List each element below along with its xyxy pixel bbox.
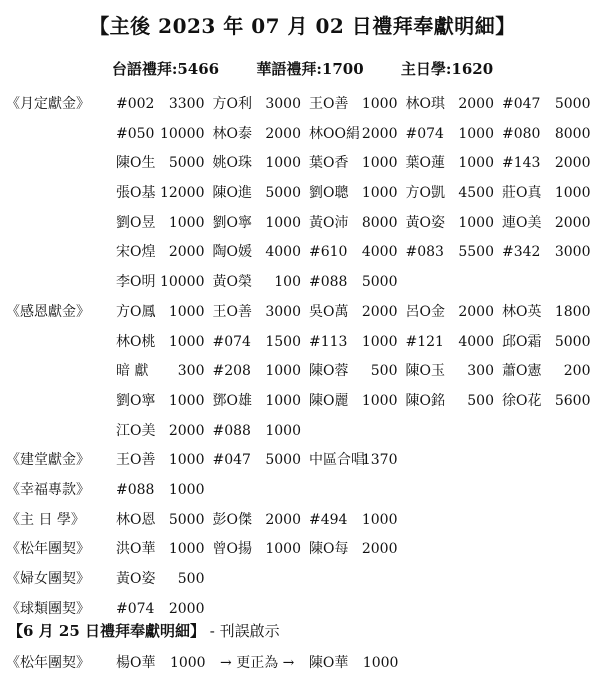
donor-name: #208 <box>212 363 251 380</box>
donor-name: 劉O寧 <box>212 214 252 231</box>
attendance-summary <box>0 58 605 79</box>
offering-category: 《婦女團契》 <box>6 571 90 587</box>
donation-amount: 3300 <box>168 96 205 112</box>
donor-name: 黃O姿 <box>116 571 156 587</box>
donor-name: 中區合唱 <box>309 452 365 469</box>
donation-amount: 10000 <box>159 125 205 142</box>
donation-amount: 2000 <box>458 303 494 320</box>
donor-name: 劉O聰 <box>309 185 349 202</box>
donor-name: 莊O真 <box>502 185 542 202</box>
donation-amount: 1000 <box>265 363 301 380</box>
donation-amount: 5000 <box>554 96 591 112</box>
donation-amount: 1000 <box>361 185 398 202</box>
donation-amount: 4000 <box>265 244 301 261</box>
offering-entry <box>213 417 310 447</box>
offering-entry <box>309 209 406 239</box>
donation-amount: 1000 <box>361 96 398 112</box>
donation-amount: 1000 <box>458 214 494 231</box>
correction-arrow-text: → 更正為 → <box>220 655 295 671</box>
donor-name: 徐O花 <box>502 392 542 409</box>
donation-amount: 2000 <box>168 422 205 439</box>
offering-line <box>6 387 602 417</box>
donor-name: #494 <box>309 511 348 528</box>
donation-amount: 5000 <box>265 185 301 202</box>
offering-line <box>6 417 602 447</box>
offering-entry <box>116 268 213 298</box>
page-title: 【主後 2023 年 07 月 02 日禮拜奉獻明細】 <box>89 14 516 38</box>
offering-line <box>6 149 602 179</box>
offering-entry <box>406 120 503 150</box>
donation-amount: 2000 <box>554 214 591 231</box>
offering-category: 《幸福專款》 <box>6 481 90 498</box>
donation-amount: 1000 <box>168 303 205 320</box>
donation-amount: 5000 <box>361 274 398 291</box>
donor-name: 陳O生 <box>116 155 156 172</box>
offering-entry <box>213 120 310 150</box>
offering-entry <box>406 149 503 179</box>
donation-amount: 3000 <box>554 244 591 261</box>
donor-name: #002 <box>116 96 155 112</box>
donor-name: 陳O每 <box>309 541 349 558</box>
donation-amount: 2000 <box>361 125 398 142</box>
offering-line <box>6 328 602 358</box>
offering-entry <box>309 179 406 209</box>
donation-amount: 8000 <box>554 125 591 142</box>
offering-line <box>6 298 602 328</box>
offering-entry <box>213 149 310 179</box>
summary-taiyu: 台語禮拜:5466 <box>111 60 220 78</box>
offering-entry <box>309 90 406 120</box>
donation-amount: 4000 <box>458 333 494 350</box>
donor-name: #143 <box>502 155 541 172</box>
donation-amount: 5000 <box>554 333 591 350</box>
donation-amount: 1000 <box>265 541 301 558</box>
offering-entry <box>502 238 599 268</box>
offering-entry <box>406 357 503 387</box>
offering-entry <box>406 90 503 120</box>
offering-entry <box>213 298 310 328</box>
donor-name: #610 <box>309 244 348 261</box>
donor-name: 李O明 <box>116 274 156 291</box>
donation-amount: 1000 <box>168 214 205 231</box>
offering-line <box>6 446 602 476</box>
offering-entry <box>406 328 503 358</box>
donor-name: 鄧O雄 <box>212 392 252 409</box>
donor-name: 林O琪 <box>405 96 445 112</box>
offering-entry <box>502 328 599 358</box>
offering-entry <box>116 209 213 239</box>
donation-amount: 3000 <box>265 303 301 320</box>
offering-entry <box>502 179 599 209</box>
donor-name: 林O泰 <box>212 125 252 142</box>
donation-amount: 2000 <box>168 244 205 261</box>
donation-amount: 1000 <box>168 481 205 498</box>
offering-entry <box>309 149 406 179</box>
offering-entry <box>309 535 406 565</box>
donation-amount: 2000 <box>361 303 398 320</box>
offering-entry <box>213 535 310 565</box>
donor-name: 陳O進 <box>212 185 252 202</box>
donor-name: #074 <box>212 333 251 350</box>
donation-amount: 1000 <box>168 452 205 469</box>
donor-name: 林O恩 <box>116 511 156 528</box>
offering-category: 《主 日 學》 <box>6 511 85 528</box>
donor-name: #080 <box>502 125 541 142</box>
correction-heading <box>8 620 280 641</box>
correction-old-name: 楊O華 <box>116 655 156 671</box>
offering-entry <box>116 238 213 268</box>
donor-name: 林O桃 <box>116 333 156 350</box>
donation-amount: 300 <box>177 363 205 380</box>
offering-entry <box>213 209 310 239</box>
donor-name: 暗 獻 <box>116 363 149 380</box>
correction-entry <box>6 648 602 678</box>
donor-name: 邱O霜 <box>502 333 542 350</box>
donor-name: #113 <box>309 333 348 350</box>
donor-name: 葉O香 <box>309 155 349 172</box>
offering-category: 《感恩獻金》 <box>6 303 90 320</box>
donation-amount: 4000 <box>361 244 398 261</box>
offering-entry <box>309 387 406 417</box>
donor-name: 宋O煌 <box>116 244 156 261</box>
donation-amount: 1000 <box>361 392 398 409</box>
donor-name: 陳O麗 <box>309 392 349 409</box>
offering-entry <box>116 120 213 150</box>
donation-amount: 1000 <box>265 422 301 439</box>
donor-name: 方O鳳 <box>116 303 156 320</box>
offering-entry <box>406 387 503 417</box>
donor-name: #342 <box>502 244 541 261</box>
donation-amount: 8000 <box>361 214 398 231</box>
donation-amount: 1370 <box>361 452 398 469</box>
correction-category: 《松年團契》 <box>6 655 90 671</box>
offering-line <box>6 179 602 209</box>
donor-name: 蕭O憲 <box>502 363 542 380</box>
offering-entry <box>502 90 599 120</box>
donation-amount: 12000 <box>159 185 205 202</box>
donation-amount: 1000 <box>458 155 494 172</box>
donor-name: 王O善 <box>116 452 156 469</box>
donor-name: 連O美 <box>502 214 542 231</box>
offering-line <box>6 357 602 387</box>
offering-entry <box>309 298 406 328</box>
donor-name: 林O英 <box>502 303 542 320</box>
donor-name: 黃O姿 <box>405 214 445 231</box>
donation-amount: 2000 <box>265 511 301 528</box>
donation-amount: 4500 <box>458 185 494 202</box>
summary-sunday-school: 主日學:1620 <box>400 60 494 78</box>
donation-amount: 1000 <box>265 392 301 409</box>
offering-entry <box>502 357 599 387</box>
donor-name: #074 <box>405 125 444 142</box>
donor-name: 黃O沛 <box>309 214 349 231</box>
donor-name: #050 <box>116 125 155 142</box>
donor-name: #088 <box>212 422 251 439</box>
offering-entry <box>309 506 406 536</box>
donor-name: #121 <box>405 333 444 350</box>
offering-entry <box>502 209 599 239</box>
donor-name: 方O利 <box>212 96 252 112</box>
donation-amount: 5500 <box>458 244 494 261</box>
donation-amount: 1000 <box>168 333 205 350</box>
offering-entry <box>309 238 406 268</box>
donation-amount: 2000 <box>265 125 301 142</box>
donor-name: 劉O昱 <box>116 214 156 231</box>
donor-name: #088 <box>116 481 155 498</box>
donation-amount: 5000 <box>265 452 301 469</box>
donor-name: #083 <box>405 244 444 261</box>
offering-entry <box>116 417 213 447</box>
donor-name: 王O善 <box>309 96 349 112</box>
offering-entry <box>213 268 310 298</box>
offering-entry <box>309 328 406 358</box>
offering-entry <box>406 298 503 328</box>
offering-entry <box>502 387 599 417</box>
donor-name: 呂O金 <box>405 303 445 320</box>
offering-category: 《建堂獻金》 <box>6 452 90 469</box>
donation-amount: 5600 <box>554 392 591 409</box>
offering-entry <box>213 446 310 476</box>
correction-body <box>116 648 408 678</box>
donation-amount: 100 <box>274 274 301 291</box>
offering-entry <box>309 446 406 476</box>
donor-name: 林OO絹 <box>309 125 360 142</box>
offering-entry <box>502 149 599 179</box>
donor-name: 陳O蓉 <box>309 363 349 380</box>
donor-name: 黃O榮 <box>212 274 252 291</box>
donation-amount: 1000 <box>361 333 398 350</box>
donor-name: 方O凱 <box>405 185 445 202</box>
donation-amount: 2000 <box>554 155 591 172</box>
offering-line <box>6 209 602 239</box>
correction-note: - 刊誤啟示 <box>204 622 280 640</box>
donation-amount: 5000 <box>168 511 205 528</box>
offering-list <box>6 90 602 624</box>
donor-name: 葉O蓮 <box>405 155 445 172</box>
donation-amount: 2000 <box>168 600 205 617</box>
offering-category: 《月定獻金》 <box>6 96 90 112</box>
offering-line <box>6 535 602 565</box>
offering-entry <box>309 357 406 387</box>
offering-line <box>6 238 602 268</box>
offering-entry <box>213 179 310 209</box>
donor-name: 張O基 <box>116 185 156 202</box>
donor-name: 吳O萬 <box>309 303 349 320</box>
donor-name: 姚O珠 <box>212 155 252 172</box>
offering-category: 《松年團契》 <box>6 541 90 558</box>
offering-line <box>6 268 602 298</box>
donor-name: #047 <box>212 452 251 469</box>
offering-entry <box>116 149 213 179</box>
correction-new-name: 陳O華 <box>308 655 349 671</box>
offering-entry <box>213 90 310 120</box>
donation-amount: 1000 <box>458 125 494 142</box>
donation-amount: 300 <box>467 363 494 380</box>
offering-entry <box>116 446 213 476</box>
donation-amount: 1000 <box>265 155 301 172</box>
offering-line <box>6 476 602 506</box>
offering-line <box>6 120 602 150</box>
offering-line <box>6 506 602 536</box>
donor-name: 曾O揚 <box>212 541 252 558</box>
offering-entry <box>406 238 503 268</box>
offering-entry <box>213 238 310 268</box>
offering-entry <box>502 120 599 150</box>
donation-amount: 10000 <box>159 274 205 291</box>
correction-title: 【6 月 25 日禮拜奉獻明細】 <box>8 622 205 640</box>
donation-amount: 500 <box>467 392 494 409</box>
donor-name: 劉O寧 <box>116 392 156 409</box>
offering-line <box>6 90 602 120</box>
donor-name: 陳O玉 <box>405 363 445 380</box>
donation-amount: 1000 <box>361 155 398 172</box>
offering-entry <box>502 298 599 328</box>
correction-new-amount: 1000 <box>362 655 399 671</box>
offering-entry <box>213 328 310 358</box>
offering-entry <box>116 298 213 328</box>
donation-amount: 1000 <box>554 185 591 202</box>
offering-entry <box>309 268 406 298</box>
donation-amount: 200 <box>563 363 591 380</box>
donation-amount: 2000 <box>361 541 398 558</box>
offering-line <box>6 565 602 595</box>
offering-entry <box>213 387 310 417</box>
donor-name: 王O善 <box>212 303 252 320</box>
offering-entry <box>406 209 503 239</box>
donation-amount: 1000 <box>361 511 398 528</box>
offering-entry <box>116 179 213 209</box>
offering-entry <box>213 506 310 536</box>
offering-entry <box>116 387 213 417</box>
offering-entry <box>116 90 213 120</box>
donation-amount: 500 <box>177 571 205 587</box>
offering-entry <box>116 506 213 536</box>
donation-amount: 1000 <box>168 541 205 558</box>
donation-amount: 3000 <box>265 96 301 112</box>
donor-name: #074 <box>116 600 155 617</box>
offering-entry <box>116 476 213 506</box>
offering-entry <box>116 357 213 387</box>
donor-name: 彭O傑 <box>212 511 252 528</box>
donation-amount: 1000 <box>265 214 301 231</box>
donation-amount: 5000 <box>168 155 205 172</box>
donation-amount: 2000 <box>458 96 494 112</box>
donor-name: 陶O媛 <box>212 244 252 261</box>
offering-entry <box>116 535 213 565</box>
donation-amount: 500 <box>370 363 398 380</box>
offering-entry <box>406 179 503 209</box>
donation-amount: 1500 <box>265 333 301 350</box>
correction-old-amount: 1000 <box>169 655 206 671</box>
offering-entry <box>116 565 213 595</box>
donor-name: 江O美 <box>116 422 156 439</box>
donation-amount: 1800 <box>554 303 591 320</box>
donor-name: #088 <box>309 274 348 291</box>
offering-entry <box>213 357 310 387</box>
donor-name: 陳O銘 <box>405 392 445 409</box>
donation-amount: 1000 <box>168 392 205 409</box>
offering-entry <box>309 120 406 150</box>
donor-name: #047 <box>502 96 541 112</box>
donor-name: 洪O華 <box>116 541 156 558</box>
offering-entry <box>116 328 213 358</box>
summary-huayu: 華語禮拜:1700 <box>256 60 364 78</box>
offering-category: 《球類團契》 <box>6 600 90 617</box>
